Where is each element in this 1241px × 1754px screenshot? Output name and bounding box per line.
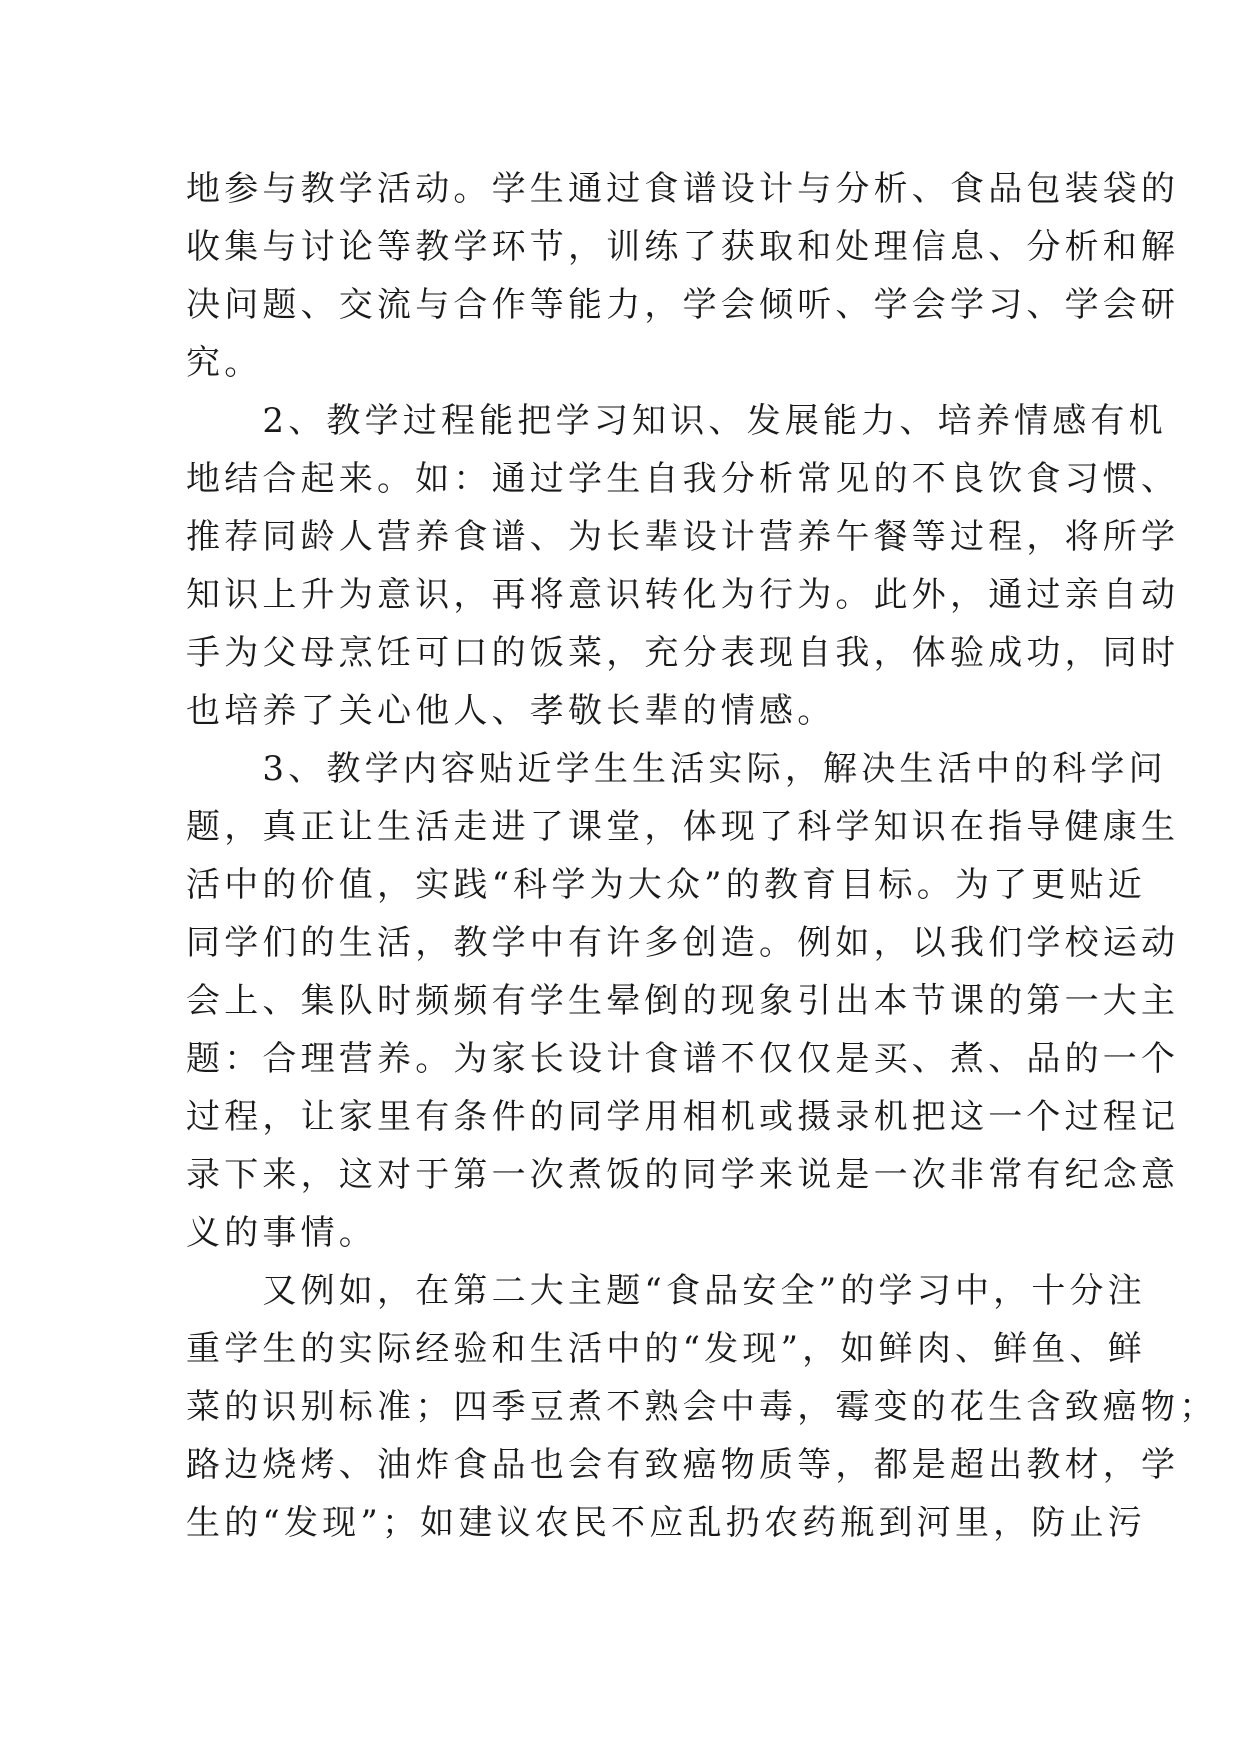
text-line: 活中的价值，实践“科学为大众”的教育目标。为了更贴近 (186, 865, 1146, 905)
text-line: 知识上升为意识，再将意识转化为行为。此外，通过亲自动 (186, 575, 1180, 615)
text-line: 究。 (186, 343, 263, 383)
text-line: 地参与教学活动。学生通过食谱设计与分析、食品包装袋的 (186, 169, 1180, 209)
text-line: 推荐同龄人营养食谱、为长辈设计营养午餐等过程，将所学 (186, 517, 1180, 557)
text-line: 路边烧烤、油炸食品也会有致癌物质等，都是超出教材，学 (186, 1445, 1180, 1485)
text-line: 也培养了关心他人、孝敬长辈的情感。 (186, 691, 836, 731)
text-line: 题：合理营养。为家长设计食谱不仅仅是买、煮、品的一个 (186, 1039, 1180, 1079)
text-line: 收集与讨论等教学环节，训练了获取和处理信息、分析和解 (186, 227, 1180, 267)
body-text (186, 160, 1218, 1552)
text-line: 3、教学内容贴近学生生活实际，解决生活中的科学问 (186, 749, 1167, 789)
text-line: 重学生的实际经验和生活中的“发现”，如鲜肉、鲜鱼、鲜 (186, 1329, 1146, 1369)
text-line: 会上、集队时频频有学生晕倒的现象引出本节课的第一大主 (186, 981, 1180, 1021)
text-line: 生的“发现”；如建议农民不应乱扔农药瓶到河里，防止污 (186, 1503, 1146, 1543)
text-line: 手为父母烹饪可口的饭菜，充分表现自我，体验成功，同时 (186, 633, 1180, 673)
text-line: 同学们的生活，教学中有许多创造。例如，以我们学校运动 (186, 923, 1180, 963)
text-line: 又例如，在第二大主题“食品安全”的学习中，十分注 (186, 1271, 1146, 1311)
text-line: 过程，让家里有条件的同学用相机或摄录机把这一个过程记 (186, 1097, 1180, 1137)
text-line: 菜的识别标准；四季豆煮不熟会中毒，霉变的花生含致癌物； (186, 1387, 1218, 1427)
text-line: 决问题、交流与合作等能力，学会倾听、学会学习、学会研 (186, 285, 1180, 325)
text-line: 2、教学过程能把学习知识、发展能力、培养情感有机 (186, 401, 1167, 441)
text-line: 地结合起来。如：通过学生自我分析常见的不良饮食习惯、 (186, 459, 1180, 499)
text-line: 义的事情。 (186, 1213, 377, 1253)
text-line: 题，真正让生活走进了课堂，体现了科学知识在指导健康生 (186, 807, 1180, 847)
text-line: 录下来，这对于第一次煮饭的同学来说是一次非常有纪念意 (186, 1155, 1180, 1195)
